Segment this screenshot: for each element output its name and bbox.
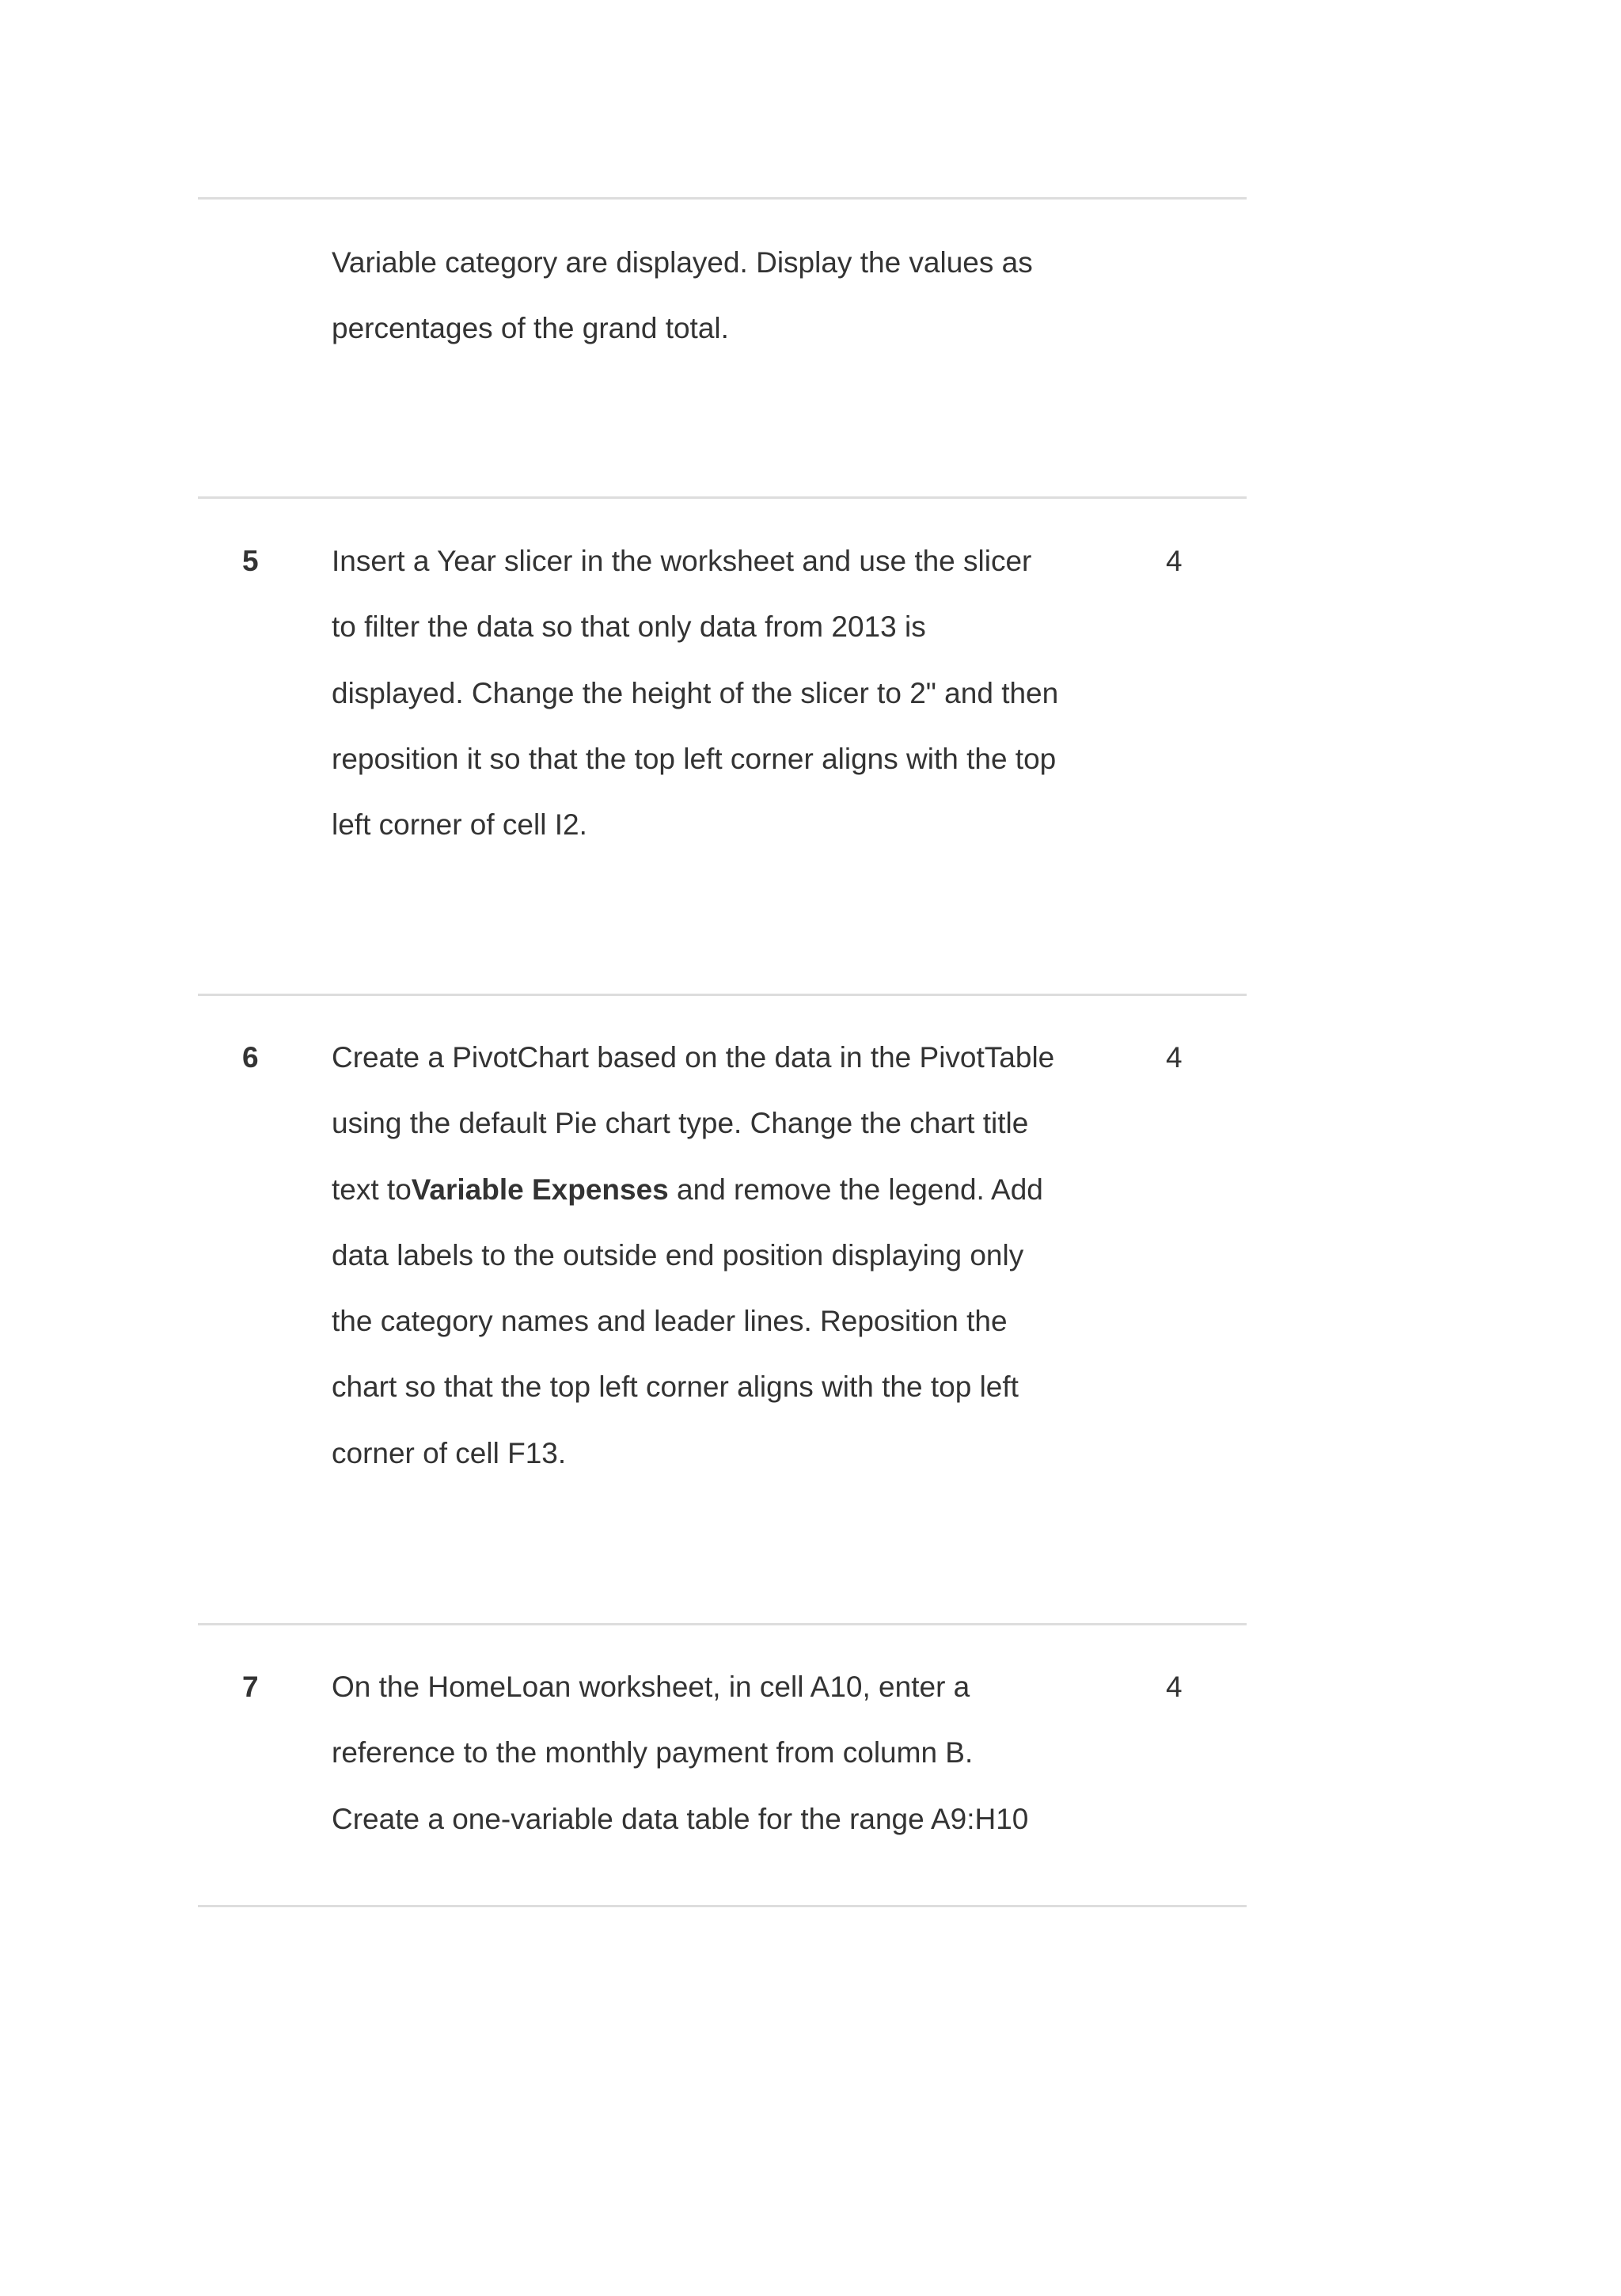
text-line: percentages of the grand total. <box>332 312 729 345</box>
step-number-5: 5 <box>242 545 259 577</box>
table-rule-after-continuation <box>198 496 1247 499</box>
text-segment: and remove the legend. Add <box>668 1173 1043 1206</box>
chart-title-emphasis: Variable Expenses <box>411 1173 669 1206</box>
text-line: chart so that the top left corner aligns with the top left <box>332 1370 1019 1404</box>
text-line: corner of cell F13. <box>332 1436 567 1469</box>
step-7-text <box>332 1654 1131 1852</box>
step-number-6: 6 <box>242 1041 259 1074</box>
text-line: data labels to the outside end position displaying only <box>332 1238 1024 1272</box>
text-line <box>332 1157 1131 1222</box>
table-rule-after-step-5 <box>198 994 1247 996</box>
table-rule-top <box>198 197 1247 200</box>
text-line: to filter the data so that only data from 2013 is <box>332 610 926 644</box>
text-line: reference to the monthly payment from column B. <box>332 1736 974 1770</box>
continuation-step-text <box>332 230 1131 362</box>
text-segment: text to <box>332 1173 412 1206</box>
step-5-text <box>332 528 1131 857</box>
step-5-points: 4 <box>1166 545 1183 577</box>
step-6-text <box>332 1024 1131 1486</box>
table-rule-bottom <box>198 1905 1247 1907</box>
text-line: using the default Pie chart type. Change the chart title <box>332 1107 1029 1140</box>
text-line: On the HomeLoan worksheet, in cell A10, enter a <box>332 1671 970 1703</box>
text-line: Create a one-variable data table for the range A9:H10 <box>332 1802 1029 1835</box>
text-line: reposition it so that the top left corner aligns with the top <box>332 742 1057 775</box>
text-line: displayed. Change the height of the slicer to 2" and then <box>332 676 1059 709</box>
step-6-points: 4 <box>1166 1041 1183 1074</box>
text-line: Insert a Year slicer in the worksheet and use the slicer <box>332 545 1032 577</box>
text-line: left corner of cell I2. <box>332 808 587 842</box>
text-line: Create a PivotChart based on the data in the PivotTable <box>332 1041 1055 1074</box>
step-number-7: 7 <box>242 1671 259 1703</box>
step-7-points: 4 <box>1166 1671 1183 1703</box>
text-line: Variable category are displayed. Display the values as <box>332 246 1033 279</box>
text-line: the category names and leader lines. Reposition the <box>332 1305 1008 1338</box>
table-rule-after-step-6 <box>198 1623 1247 1625</box>
